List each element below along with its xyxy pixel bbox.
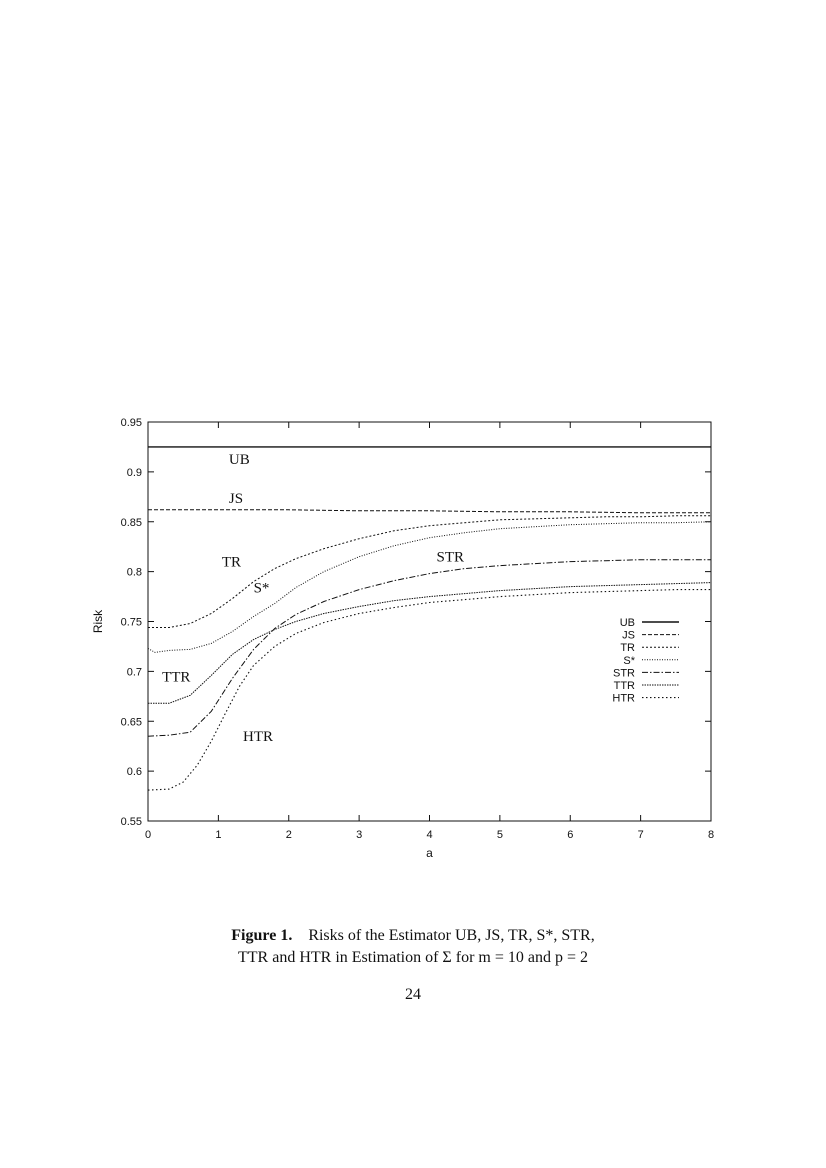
y-tick-label: 0.7 xyxy=(126,666,142,679)
curve-label-ub: UB xyxy=(228,451,250,468)
legend-label-s-star: S* xyxy=(623,654,635,667)
x-tick-label: 5 xyxy=(496,829,503,841)
legend-label-ttr: TTR xyxy=(613,680,635,692)
x-tick-label: 3 xyxy=(356,829,363,841)
y-tick-label: 0.85 xyxy=(120,516,142,529)
y-tick-label: 0.95 xyxy=(120,417,142,429)
curve-label-s-star: S* xyxy=(253,580,270,597)
series-line-js xyxy=(148,510,711,513)
figure-caption-line-1 xyxy=(0,925,826,947)
legend-label-tr: TR xyxy=(620,642,635,655)
series-line-tr xyxy=(148,516,711,628)
figure-caption-text-2: TTR and HTR in Estimation of Σ for m = 10 and p = 2 xyxy=(238,949,588,966)
y-tick-label: 0.9 xyxy=(126,466,142,479)
x-tick-label: 2 xyxy=(285,829,292,841)
legend-label-js: JS xyxy=(622,629,635,642)
curve-label-str: STR xyxy=(436,549,465,566)
y-tick-label: 0.6 xyxy=(126,766,142,779)
figure-caption-line-2 xyxy=(0,947,826,969)
y-axis-title: Risk xyxy=(91,609,105,634)
legend-label-str: STR xyxy=(613,667,635,680)
x-tick-label: 6 xyxy=(567,829,574,841)
x-tick-label: 4 xyxy=(426,829,433,841)
curve-label-htr: HTR xyxy=(243,729,274,746)
legend-label-htr: HTR xyxy=(612,692,635,705)
page-number: 24 xyxy=(405,986,421,1003)
x-tick-label: 7 xyxy=(637,829,644,841)
figure-caption-text-1: Risks of the Estimator UB, JS, TR, S*, STR, xyxy=(308,927,595,944)
y-tick-label: 0.8 xyxy=(126,566,142,579)
y-tick-label: 0.55 xyxy=(120,816,142,828)
y-tick-label: 0.75 xyxy=(120,616,142,629)
curve-label-ttr: TTR xyxy=(162,669,191,686)
x-tick-label: 1 xyxy=(215,829,222,841)
curve-label-tr: TR xyxy=(221,554,242,571)
legend-label-ub: UB xyxy=(619,617,635,629)
x-tick-label: 8 xyxy=(707,829,715,841)
figure-caption-label: Figure 1. xyxy=(231,927,293,944)
y-tick-label: 0.65 xyxy=(120,716,142,729)
x-tick-label: 0 xyxy=(144,829,152,841)
curve-label-js: JS xyxy=(228,490,244,507)
x-axis-title: a xyxy=(426,846,433,860)
